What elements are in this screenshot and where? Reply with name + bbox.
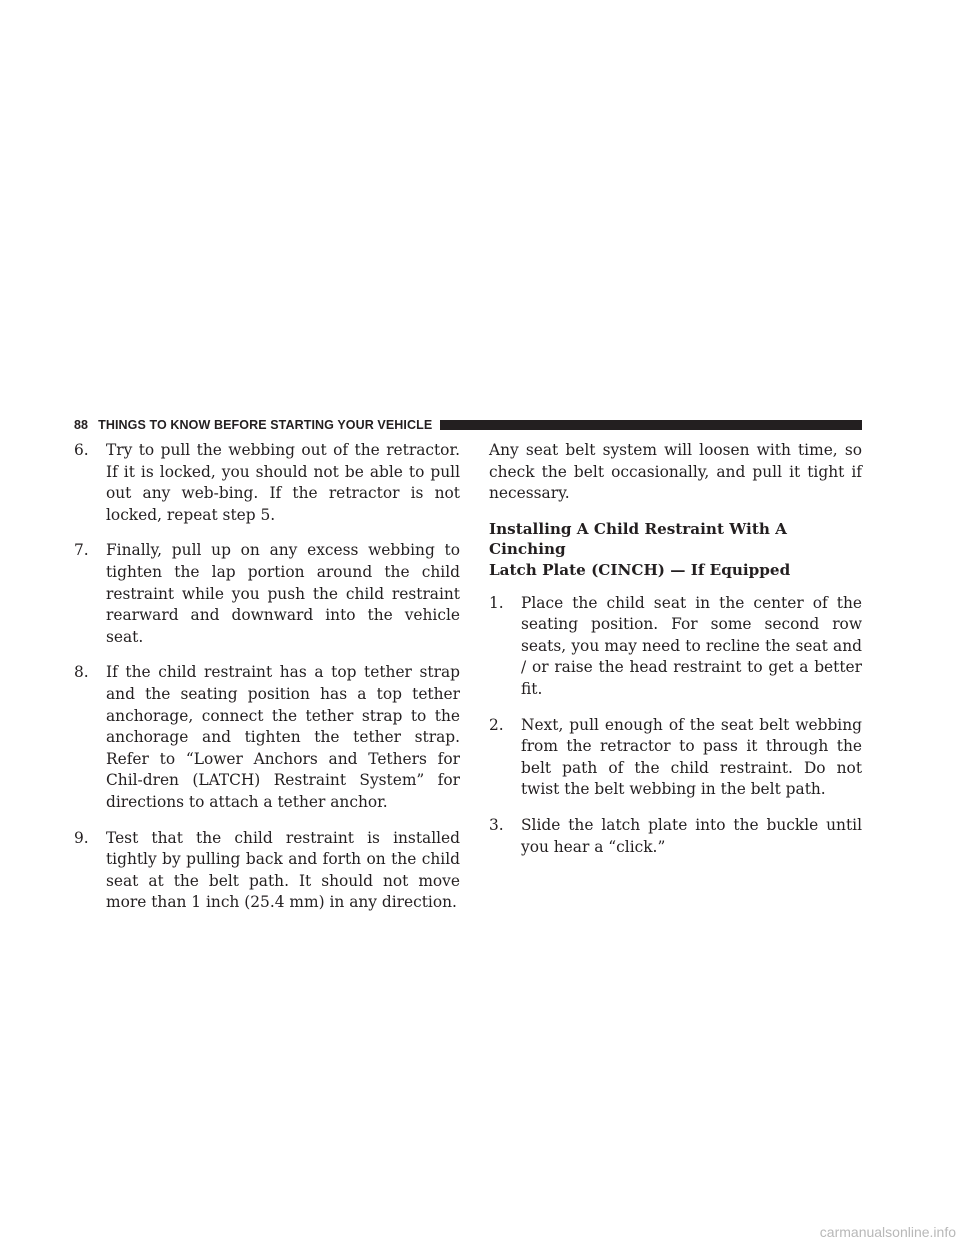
list-text: Try to pull the webbing out of the retractor. If it is locked, you should not be able to pull out any web-bing. If the retractor is not locked, repeat step 5. [106,441,460,524]
header-rule [440,420,862,430]
watermark: carmanualsonline.info [819,1224,956,1240]
list-number: 1. [489,593,504,612]
list-number: 8. [74,663,89,682]
list-item [489,815,862,858]
subheading-line: Latch Plate (CINCH) — If Equipped [489,560,791,579]
list-number: 3. [489,815,504,834]
list-item [74,440,460,526]
list-number: 2. [489,715,504,734]
list-item [489,715,862,801]
intro-paragraph: Any seat belt system will loosen with time, so check the belt occasionally, and pull it tight if necessary. [489,441,862,503]
list-text: Place the child seat in the center of the seating position. For some second row seats, you may need to recline the seat and / or raise the head restraint to get a better fit. [521,593,862,698]
list-number: 9. [74,828,89,847]
page-header [74,415,862,435]
subheading-line: Installing A Child Restraint With A Cinching [489,519,787,559]
list-item [74,540,460,648]
subheading [489,519,862,581]
section-title: THINGS TO KNOW BEFORE STARTING YOUR VEHICLE [98,418,433,432]
list-number: 7. [74,541,89,560]
list-text: Finally, pull up on any excess webbing to tighten the lap portion around the child restraint while you push the child restraint rearward and downward into the vehicle seat. [106,541,460,646]
list-text: Next, pull enough of the seat belt webbing from the retractor to pass it through the belt path of the child restraint. Do not twist the belt webbing in the belt path. [521,715,862,799]
list-item [74,828,460,914]
list-item [74,662,460,813]
right-column [489,440,862,872]
list-number: 6. [74,441,89,459]
left-column [74,440,460,928]
page-number: 88 [74,418,89,432]
list-item [489,593,862,701]
list-text: Slide the latch plate into the buckle until you hear a “click.” [521,815,862,856]
list-text: Test that the child restraint is installed tightly by pulling back and forth on the child seat at the belt path. It should not move more than 1 inch (25.4 mm) in any direction. [106,828,460,912]
list-text: If the child restraint has a top tether strap and the seating position has a top tether anchorage, connect the tether strap to the anchorage and tighten the tether strap. Refer to “Lower Anchors and Tethers for Chil-dren (LATCH) Restraint System” for directions to attach a tether anchor. [106,663,460,811]
